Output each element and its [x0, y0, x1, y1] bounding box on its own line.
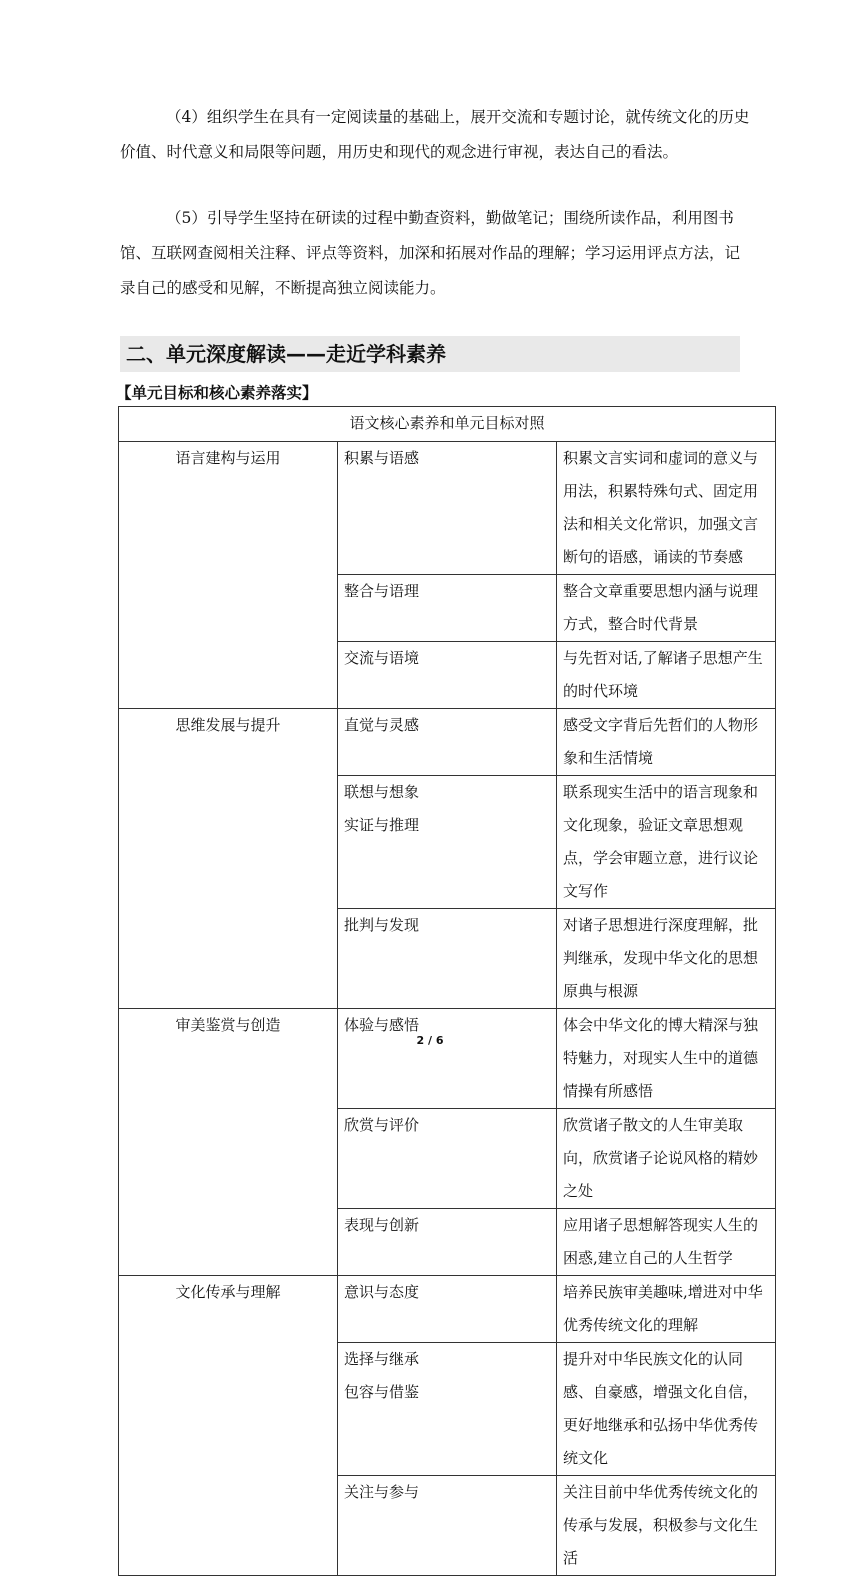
description-cell: 对诸子思想进行深度理解，批判继承，发现中华文化的思想原典与根源: [557, 909, 776, 1009]
paragraph-5: （5）引导学生坚持在研读的过程中勤查资料，勤做笔记；围绕所读作品，利用图书馆、互联网查阅相关注释、评点等资料，加深和拓展对作品的理解；学习运用评点方法，记录自己的感受和见解，不断提高独立阅读能力。: [120, 209, 741, 297]
subcategory-cell: 积累与语感: [338, 442, 557, 575]
subcategory-cell: 意识与态度: [338, 1276, 557, 1343]
table-row: [119, 709, 776, 776]
description-cell: 联系现实生活中的语言现象和文化现象，验证文章思想观点，学会审题立意，进行议论文写作: [557, 776, 776, 909]
table-row: [119, 1009, 776, 1109]
section-title: 二、单元深度解读——走近学科素养: [120, 336, 740, 372]
description-cell: 关注目前中华优秀传统文化的传承与发展，积极参与文化生活: [557, 1476, 776, 1576]
subsection-title: 【单元目标和核心素养落实】: [116, 384, 318, 402]
category-cell: 审美鉴赏与创造: [119, 1009, 338, 1276]
subcategory-cell: 体验与感悟: [338, 1009, 557, 1109]
table-caption-row: [119, 407, 776, 442]
subcategory-cell: 直觉与灵感: [338, 709, 557, 776]
subcategory-cell: 交流与语境: [338, 642, 557, 709]
description-cell: 体会中华文化的博大精深与独特魅力，对现实人生中的道德情操有所感悟: [557, 1009, 776, 1109]
subcategory-cell: 选择与继承 包容与借鉴: [338, 1343, 557, 1476]
description-cell: 感受文字背后先哲们的人物形象和生活情境: [557, 709, 776, 776]
description-cell: 与先哲对话,了解诸子思想产生的时代环境: [557, 642, 776, 709]
description-cell: 积累文言实词和虚词的意义与用法，积累特殊句式、固定用法和相关文化常识，加强文言断句的语感，诵读的节奏感: [557, 442, 776, 575]
subcategory-cell: 欣赏与评价: [338, 1109, 557, 1209]
subcategory-cell: 表现与创新: [338, 1209, 557, 1276]
description-cell: 提升对中华民族文化的认同感、自豪感，增强文化自信，更好地继承和弘扬中华优秀传统文化: [557, 1343, 776, 1476]
category-cell: 语言建构与运用: [119, 442, 338, 709]
subcategory-cell: 整合与语理: [338, 575, 557, 642]
table-caption: 语文核心素养和单元目标对照: [119, 407, 776, 442]
category-cell: 文化传承与理解: [119, 1276, 338, 1576]
subcategory-cell: 联想与想象 实证与推理: [338, 776, 557, 909]
description-cell: 培养民族审美趣味,增进对中华优秀传统文化的理解: [557, 1276, 776, 1343]
description-cell: 整合文章重要思想内涵与说理方式，整合时代背景: [557, 575, 776, 642]
description-cell: 欣赏诸子散文的人生审美取向，欣赏诸子论说风格的精妙之处: [557, 1109, 776, 1209]
subcategory-cell: 批判与发现: [338, 909, 557, 1009]
literacy-goals-table: [118, 406, 776, 1576]
table-row: [119, 442, 776, 575]
description-cell: 应用诸子思想解答现实人生的困惑,建立自己的人生哲学: [557, 1209, 776, 1276]
table-row: [119, 1276, 776, 1343]
page-number: 2 / 6: [416, 1034, 444, 1047]
category-cell: 思维发展与提升: [119, 709, 338, 1009]
paragraph-4: （4）组织学生在具有一定阅读量的基础上，展开交流和专题讨论，就传统文化的历史价值、时代意义和局限等问题，用历史和现代的观念进行审视，表达自己的看法。: [120, 108, 750, 161]
subcategory-cell: 关注与参与: [338, 1476, 557, 1576]
